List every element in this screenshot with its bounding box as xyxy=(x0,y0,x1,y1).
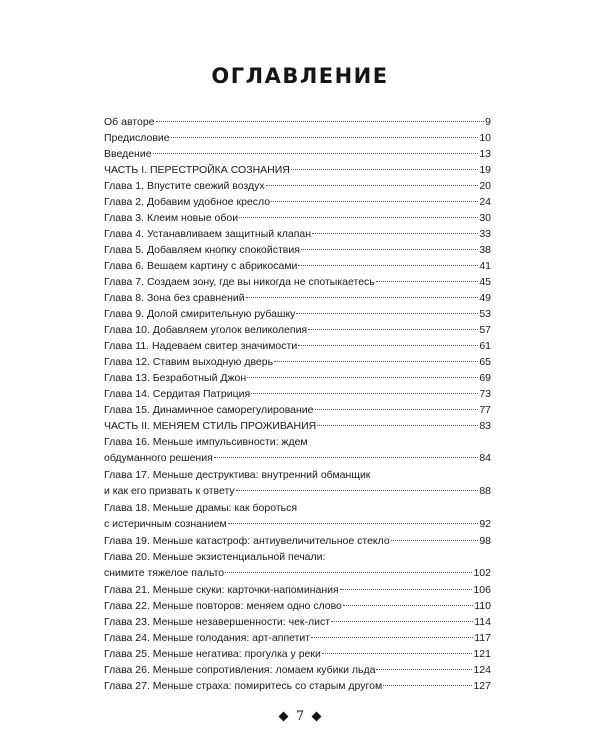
toc-page-number: 45 xyxy=(479,276,491,288)
toc-page-number: 121 xyxy=(473,648,491,660)
toc-entry xyxy=(104,386,491,402)
diamond-left-icon xyxy=(278,712,288,722)
toc-page-number: 127 xyxy=(473,680,491,692)
toc-page-number: 102 xyxy=(473,567,491,579)
toc-entry-line xyxy=(104,210,491,226)
toc-entry-title: Глава 4. Устанавливаем защитный клапан xyxy=(104,228,312,240)
toc-entry xyxy=(104,500,491,533)
dot-leader xyxy=(274,361,478,362)
toc-page-number: 106 xyxy=(473,584,491,596)
toc-entry-line xyxy=(104,450,491,466)
toc-entry xyxy=(104,549,491,582)
toc-entry-title: Об авторе xyxy=(104,116,155,128)
toc-entry-title: Глава 15. Динамичное саморегулирование xyxy=(104,404,314,416)
dot-leader xyxy=(376,281,479,282)
toc-entry-title: Глава 17. Меньше деструктива: внутренний обманщик xyxy=(104,469,371,481)
toc-entry-title: Глава 23. Меньше незавершенности: чек-лист xyxy=(104,616,331,628)
toc-entry-title: Глава 7. Создаем зону, где вы никогда не спотыкаетесь xyxy=(104,276,375,288)
dot-leader xyxy=(298,345,478,346)
toc-entry-title: Глава 18. Меньше драмы: как бороться xyxy=(104,502,298,514)
toc-entry-title: Введение xyxy=(104,148,152,160)
dot-leader xyxy=(296,313,478,314)
dot-leader xyxy=(322,653,473,654)
toc-entry-line xyxy=(104,370,491,386)
dot-leader xyxy=(247,377,478,378)
dot-leader xyxy=(271,201,478,202)
toc-entry xyxy=(104,630,491,646)
toc-entry-title: Глава 22. Меньше повторов: меняем одно слово xyxy=(104,600,342,612)
toc-page-number: 69 xyxy=(479,372,491,384)
toc-entry-line xyxy=(104,402,491,418)
toc-entry-title: Глава 3. Клеим новые обои xyxy=(104,212,239,224)
toc-entry-title: Глава 1. Впустите свежий воздух xyxy=(104,180,265,192)
toc-entry-title: Глава 27. Меньше страха: помиритесь со старым другом xyxy=(104,680,383,692)
toc-entry xyxy=(104,274,491,290)
toc-entry-title: Глава 8. Зона без сравнений xyxy=(104,292,245,304)
dot-leader xyxy=(298,265,478,266)
toc-page-number: 24 xyxy=(479,196,491,208)
toc-entry-line xyxy=(104,565,491,581)
toc-entry xyxy=(104,242,491,258)
toc-entry xyxy=(104,146,491,162)
dot-leader xyxy=(340,589,473,590)
toc-entry xyxy=(104,194,491,210)
dot-leader xyxy=(317,425,478,426)
toc-entry-line xyxy=(104,646,491,662)
toc-entry-title: Глава 9. Долой смирительную рубашку xyxy=(104,308,296,320)
toc-entry-title: Предисловие xyxy=(104,132,170,144)
toc-entry xyxy=(104,354,491,370)
toc-page-number: 124 xyxy=(473,664,491,676)
toc-entry-line xyxy=(104,258,491,274)
toc-page-number: 88 xyxy=(479,485,491,497)
toc-page-number: 41 xyxy=(479,260,491,272)
dot-leader xyxy=(391,540,479,541)
dot-leader xyxy=(156,121,485,122)
toc-entry-line xyxy=(104,386,491,402)
toc-entry-line xyxy=(104,178,491,194)
toc-entry-line xyxy=(104,114,491,130)
toc-entry-title: Глава 6. Вешаем картину с абрикосами xyxy=(104,260,298,272)
toc-entry xyxy=(104,434,491,467)
toc-page-number: 20 xyxy=(479,180,491,192)
toc-entry-title: Глава 19. Меньше катастроф: антиувеличительное стекло xyxy=(104,535,390,547)
toc-page-number: 19 xyxy=(479,164,491,176)
toc-entry-line xyxy=(104,582,491,598)
toc-entry-title-continued: и как его призвать к ответу xyxy=(104,485,235,497)
toc-entry-line xyxy=(104,516,491,532)
toc-entry xyxy=(104,418,491,434)
toc-entry xyxy=(104,290,491,306)
toc-entry xyxy=(104,306,491,322)
page-number: 7 xyxy=(295,709,305,724)
toc-entry xyxy=(104,258,491,274)
toc-entry-title: Глава 5. Добавляем кнопку спокойствия xyxy=(104,244,300,256)
toc-entry-line xyxy=(104,146,491,162)
toc-page-number: 65 xyxy=(479,356,491,368)
dot-leader xyxy=(331,621,473,622)
toc-entry xyxy=(104,322,491,338)
toc-entry-title: Глава 24. Меньше голодания: арт-аппетит xyxy=(104,632,311,644)
toc-entry-title: Глава 20. Меньше экзистенциальной печали: xyxy=(104,551,326,563)
toc-entry xyxy=(104,533,491,549)
toc-entry-line xyxy=(104,194,491,210)
toc-entry xyxy=(104,662,491,678)
toc-entry-line xyxy=(104,662,491,678)
toc-entry-line xyxy=(104,242,491,258)
toc-entry xyxy=(104,210,491,226)
dot-leader xyxy=(383,685,472,686)
dot-leader xyxy=(171,137,479,138)
toc-entry xyxy=(104,402,491,418)
dot-leader xyxy=(301,249,478,250)
toc-page-number: 9 xyxy=(485,116,491,128)
toc-entry-line xyxy=(104,533,491,549)
toc-entry-line xyxy=(104,130,491,146)
toc-page-number: 38 xyxy=(479,244,491,256)
dot-leader xyxy=(246,297,479,298)
toc-entry xyxy=(104,162,491,178)
toc-entry-line xyxy=(104,678,491,694)
toc-entry-line xyxy=(104,226,491,242)
dot-leader xyxy=(312,233,478,234)
toc-entry-title: ЧАСТЬ I. ПЕРЕСТРОЙКА СОЗНАНИЯ xyxy=(104,164,290,176)
toc-page-number: 33 xyxy=(479,228,491,240)
toc-entry-title: Глава 13. Безработный Джон xyxy=(104,372,247,384)
toc-page-number: 13 xyxy=(479,148,491,160)
toc-entry-title: Глава 2. Добавим удобное кресло xyxy=(104,196,271,208)
toc-heading: ОГЛАВЛЕНИЕ xyxy=(211,64,389,88)
dot-leader xyxy=(239,217,478,218)
diamond-right-icon xyxy=(312,712,322,722)
dot-leader xyxy=(251,393,478,394)
dot-leader xyxy=(376,669,472,670)
toc-entry-title-continued: обдуманного решения xyxy=(104,452,213,464)
dot-leader xyxy=(153,153,479,154)
toc-page-number: 98 xyxy=(479,535,491,547)
toc-entry xyxy=(104,614,491,630)
dot-leader xyxy=(308,329,478,330)
toc-page-number: 49 xyxy=(479,292,491,304)
toc-page-number: 10 xyxy=(479,132,491,144)
page-footer xyxy=(0,709,600,724)
toc-entry-title: Глава 21. Меньше скуки: карточки-напоминания xyxy=(104,584,339,596)
dot-leader xyxy=(291,169,478,170)
toc-page-number: 117 xyxy=(474,632,491,644)
toc-entry-title-continued: снимите тяжелое пальто xyxy=(104,567,225,579)
toc-entry-line xyxy=(104,338,491,354)
toc-entry-line xyxy=(104,418,491,434)
toc-page-number: 83 xyxy=(479,420,491,432)
dot-leader xyxy=(266,185,479,186)
toc-entry-line xyxy=(104,598,491,614)
toc-entry-title: ЧАСТЬ II. МЕНЯЕМ СТИЛЬ ПРОЖИВАНИЯ xyxy=(104,420,317,432)
toc-entry-line xyxy=(104,322,491,338)
dot-leader xyxy=(228,523,479,524)
toc-entry xyxy=(104,678,491,694)
toc-entry-title-continued: с истеричным сознанием xyxy=(104,518,227,530)
toc-entry xyxy=(104,582,491,598)
dot-leader xyxy=(315,409,479,410)
toc-entry-line xyxy=(104,483,491,499)
toc-page-number: 110 xyxy=(474,600,491,612)
toc-entry-line xyxy=(104,306,491,322)
toc-entry-line xyxy=(104,274,491,290)
toc-page-number: 53 xyxy=(479,308,491,320)
toc-entry-line xyxy=(104,614,491,630)
toc-entry-title: Глава 12. Ставим выходную дверь xyxy=(104,356,274,368)
toc-list xyxy=(104,114,491,694)
toc-page-number: 73 xyxy=(479,388,491,400)
dot-leader xyxy=(236,490,479,491)
toc-entry-title: Глава 16. Меньше импульсивности: ждем xyxy=(104,436,308,448)
toc-entry xyxy=(104,178,491,194)
toc-entry xyxy=(104,598,491,614)
toc-entry-line xyxy=(104,162,491,178)
toc-entry-title: Глава 26. Меньше сопротивления: ломаем кубики льда xyxy=(104,664,376,676)
toc-entry xyxy=(104,370,491,386)
toc-entry-title: Глава 10. Добавляем уголок великолепия xyxy=(104,324,308,336)
toc-page-number: 30 xyxy=(479,212,491,224)
toc-entry-line xyxy=(104,354,491,370)
dot-leader xyxy=(225,572,472,573)
toc-entry xyxy=(104,226,491,242)
toc-entry xyxy=(104,338,491,354)
toc-entry xyxy=(104,467,491,500)
toc-entry-title: Глава 14. Сердитая Патриция xyxy=(104,388,251,400)
toc-page-number: 114 xyxy=(474,616,491,628)
toc-entry-line xyxy=(104,290,491,306)
dot-leader xyxy=(343,605,473,606)
toc-entry xyxy=(104,646,491,662)
dot-leader xyxy=(214,457,479,458)
toc-page-number: 57 xyxy=(479,324,491,336)
toc-entry-line xyxy=(104,630,491,646)
toc-page-number: 92 xyxy=(479,518,491,530)
toc-page-number: 77 xyxy=(479,404,491,416)
toc-entry xyxy=(104,130,491,146)
toc-page-number: 84 xyxy=(479,452,491,464)
toc-page-number: 61 xyxy=(479,340,491,352)
toc-entry-title: Глава 11. Надеваем свитер значимости xyxy=(104,340,298,352)
toc-entry-title: Глава 25. Меньше негатива: прогулка у реки xyxy=(104,648,321,660)
toc-entry xyxy=(104,114,491,130)
dot-leader xyxy=(311,637,473,638)
